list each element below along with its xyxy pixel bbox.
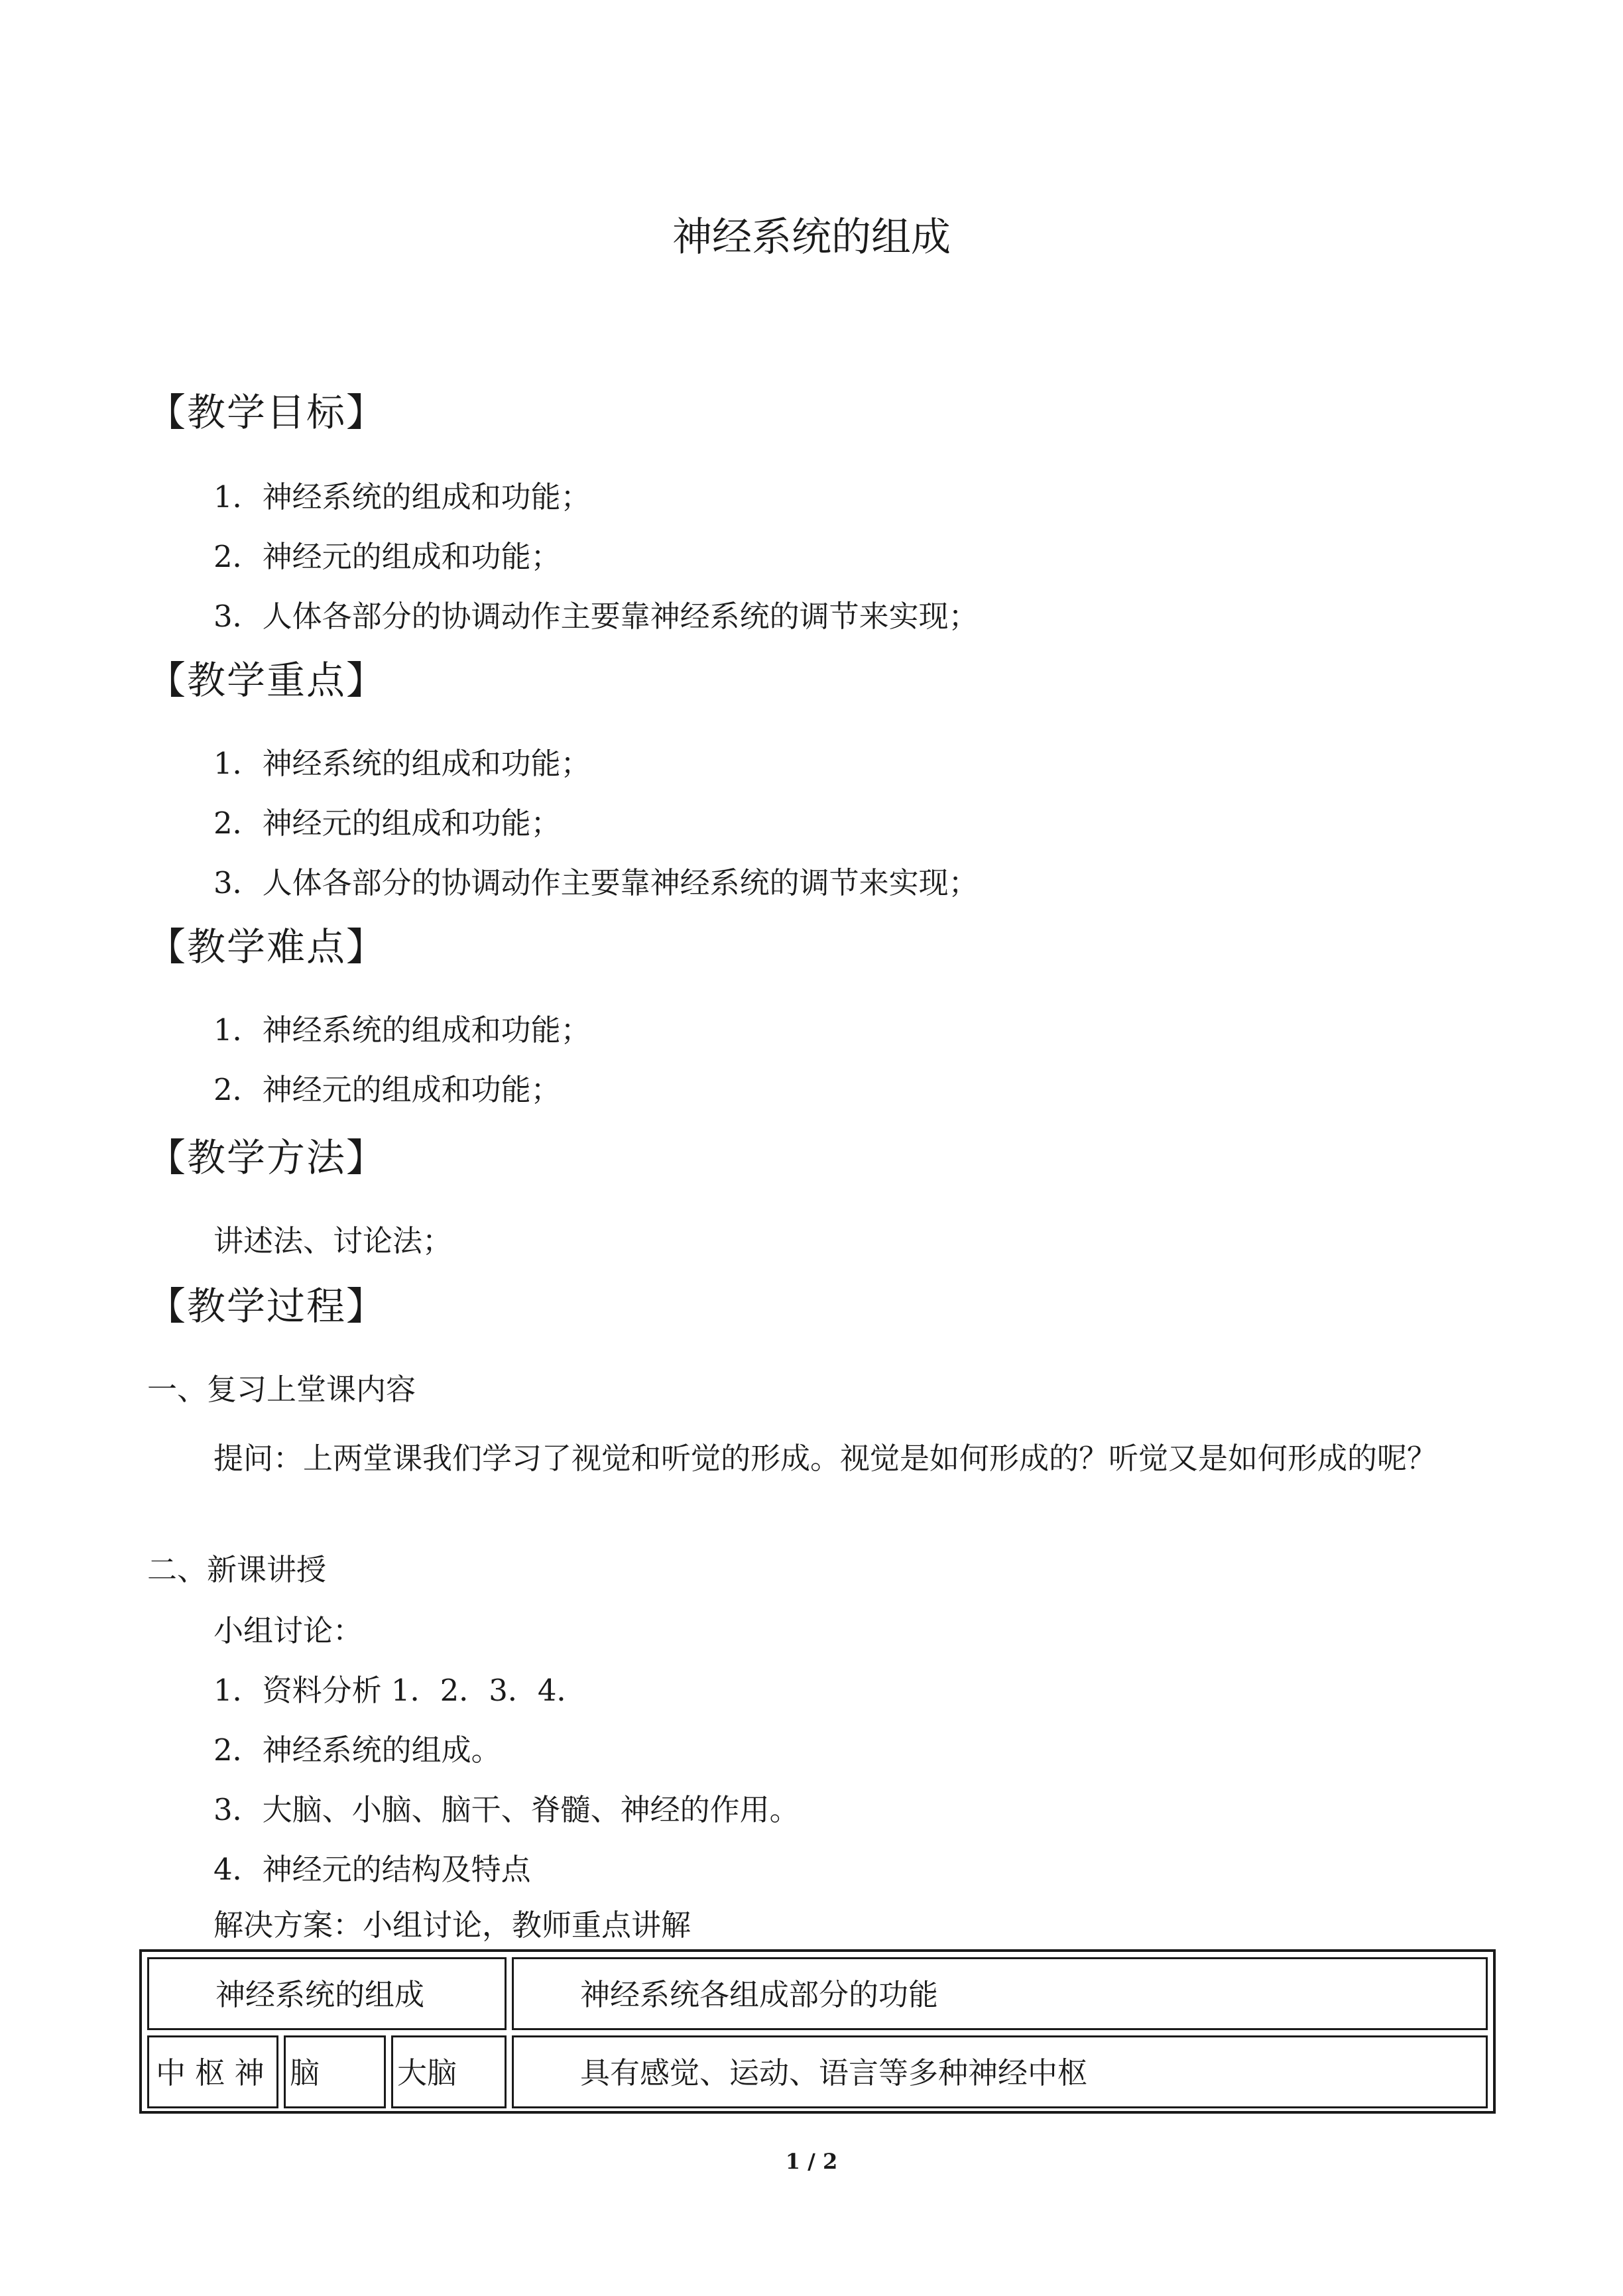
objective-item: 2．神经元的组成和功能；: [213, 539, 561, 574]
process-part1-title: 一、复习上堂课内容: [147, 1372, 416, 1407]
discussion-item: 1．资料分析 1．2．3．4．: [213, 1673, 587, 1708]
discussion-label: 小组讨论：: [213, 1613, 363, 1648]
methods-heading: 【教学方法】: [147, 1135, 387, 1180]
difficulty-item: 2．神经元的组成和功能；: [213, 1072, 561, 1107]
key-point-item: 2．神经元的组成和功能；: [213, 806, 561, 841]
process-part2-title: 二、新课讲授: [147, 1552, 327, 1587]
discussion-item: 3．大脑、小脑、脑干、脊髓、神经的作用。: [213, 1792, 800, 1827]
objective-item: 3．人体各部分的协调动作主要靠神经系统的调节来实现；: [213, 599, 979, 634]
objective-item: 1．神经系统的组成和功能；: [213, 479, 591, 514]
table-header-right: 神经系统各组成部分的功能: [512, 1957, 1488, 2030]
table-header-left: 神经系统的组成: [147, 1957, 507, 2030]
process-part1-question: 提问：上两堂课我们学习了视觉和听觉的形成。视觉是如何形成的？听觉又是如何形成的呢？: [213, 1441, 1437, 1476]
difficulties-heading: 【教学难点】: [147, 924, 387, 969]
objectives-heading: 【教学目标】: [147, 390, 387, 435]
key-point-item: 3．人体各部分的协调动作主要靠神经系统的调节来实现；: [213, 865, 979, 900]
nervous-system-table: [139, 1949, 1496, 2114]
solution-text: 解决方案：小组讨论，教师重点讲解: [213, 1907, 691, 1943]
discussion-item: 2．神经系统的组成。: [213, 1732, 501, 1768]
table-cell-cerebrum-function: 具有感觉、运动、语言等多种神经中枢: [512, 2035, 1488, 2108]
table-cell-central: 中 枢 神: [147, 2035, 278, 2108]
process-heading: 【教学过程】: [147, 1284, 387, 1329]
key-point-item: 1．神经系统的组成和功能；: [213, 746, 591, 781]
discussion-item: 4．神经元的结构及特点: [213, 1852, 531, 1887]
table-cell-brain: 脑: [284, 2035, 386, 2108]
methods-text: 讲述法、讨论法；: [213, 1223, 453, 1258]
page-number: 1 / 2: [785, 2149, 838, 2174]
table-cell-cerebrum: 大脑: [391, 2035, 507, 2108]
page-title: 神经系统的组成: [672, 214, 951, 261]
key-points-heading: 【教学重点】: [147, 658, 387, 703]
difficulty-item: 1．神经系统的组成和功能；: [213, 1012, 591, 1048]
